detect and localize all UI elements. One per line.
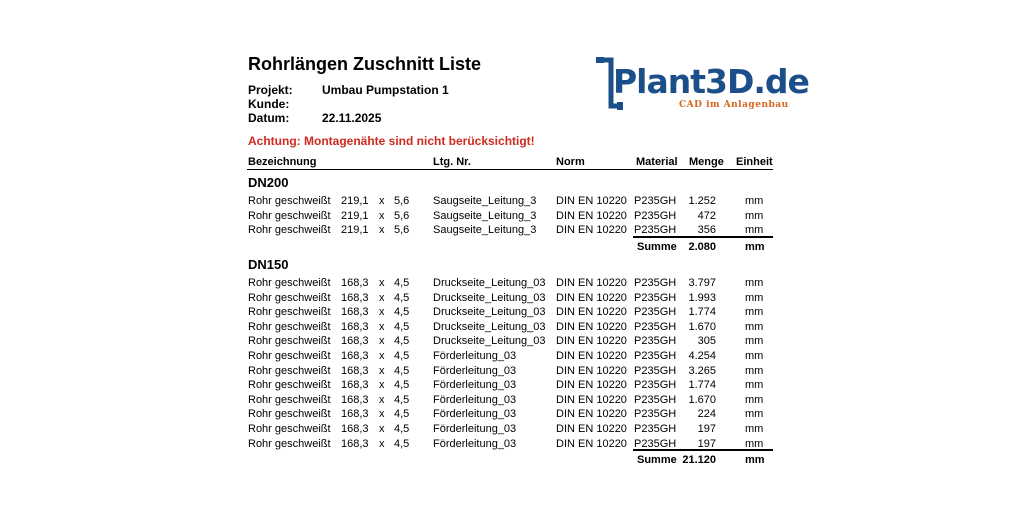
row-material: P235GH [634,335,677,348]
row-x-sign: x [379,350,385,362]
row-length: 1.670 [688,393,716,406]
row-description: Rohr geschweißt [248,209,331,222]
sum-value: 21.120 [682,454,716,467]
row-wall-thickness: 4,5 [394,423,410,435]
row-material: P235GH [634,306,677,319]
row-x-sign: x [379,277,385,289]
logo-wordmark: Plant3D.de [613,62,809,101]
row-material: P235GH [634,209,677,222]
row-x-sign: x [379,393,385,406]
row-unit: mm [745,195,764,207]
sum-unit: mm [745,454,765,467]
row-line-number: Saugseite_Leitung_3 [433,224,537,237]
row-norm: DIN EN 10220 [556,408,627,421]
row-length: 197 [697,437,716,450]
row-x-sign: x [379,306,385,319]
row-description: Rohr geschweißt [248,393,331,406]
row-description: Rohr geschweißt [248,291,331,304]
row-norm: DIN EN 10220 [556,306,627,319]
row-material: P235GH [634,224,677,237]
table-row [0,277,1024,291]
group-title: DN200 [248,175,289,190]
row-unit: mm [745,423,764,435]
row-unit: mm [745,379,764,392]
row-length: 305 [697,335,716,348]
row-wall-thickness: 4,5 [394,291,410,304]
row-x-sign: x [379,224,385,237]
header-material: Material [636,156,678,168]
row-description: Rohr geschweißt [248,320,331,333]
row-line-number: Förderleitung_03 [433,423,517,435]
row-wall-thickness: 4,5 [394,393,410,406]
row-wall-thickness: 4,5 [394,277,410,289]
row-diameter: 168,3 [341,335,369,348]
row-x-sign: x [379,423,385,435]
row-diameter: 219,1 [341,224,369,237]
row-x-sign: x [379,408,385,421]
row-unit: mm [745,364,764,377]
row-x-sign: x [379,209,385,222]
meta-value-datum: 22.11.2025 [322,111,382,125]
table-row [0,306,1024,320]
row-length: 197 [697,423,716,435]
row-length: 1.252 [688,195,716,207]
row-description: Rohr geschweißt [248,195,331,207]
row-line-number: Förderleitung_03 [433,350,517,362]
row-material: P235GH [634,408,677,421]
row-unit: mm [745,277,764,289]
row-x-sign: x [379,437,385,450]
row-wall-thickness: 5,6 [394,224,410,237]
row-x-sign: x [379,335,385,348]
sum-rule [633,236,773,238]
row-length: 224 [697,408,716,421]
sum-rule [633,449,773,451]
row-norm: DIN EN 10220 [556,277,627,289]
row-norm: DIN EN 10220 [556,350,627,362]
row-length: 1.774 [688,306,716,319]
row-material: P235GH [634,277,677,289]
row-x-sign: x [379,291,385,304]
table-row [0,335,1024,349]
row-x-sign: x [379,320,385,333]
row-description: Rohr geschweißt [248,423,331,435]
row-wall-thickness: 4,5 [394,306,410,319]
row-description: Rohr geschweißt [248,306,331,319]
row-description: Rohr geschweißt [248,350,331,362]
row-line-number: Druckseite_Leitung_03 [433,320,546,333]
header-ltg-nr: Ltg. Nr. [433,156,471,168]
row-line-number: Förderleitung_03 [433,364,517,377]
row-material: P235GH [634,320,677,333]
table-row [0,423,1024,437]
row-line-number: Druckseite_Leitung_03 [433,277,546,289]
row-unit: mm [745,320,764,333]
table-row [0,195,1024,209]
table-row [0,394,1024,408]
row-diameter: 219,1 [341,195,369,207]
header-einheit: Einheit [736,156,773,168]
row-diameter: 168,3 [341,291,369,304]
row-diameter: 168,3 [341,364,369,377]
row-material: P235GH [634,291,677,304]
row-material: P235GH [634,393,677,406]
row-description: Rohr geschweißt [248,364,331,377]
row-length: 472 [697,209,716,222]
row-material: P235GH [634,379,677,392]
row-norm: DIN EN 10220 [556,437,627,450]
row-unit: mm [745,408,764,421]
row-diameter: 168,3 [341,306,369,319]
row-wall-thickness: 5,6 [394,195,410,207]
table-row [0,438,1024,452]
row-length: 1.774 [688,379,716,392]
row-diameter: 168,3 [341,393,369,406]
row-norm: DIN EN 10220 [556,224,627,237]
header-norm: Norm [556,156,585,168]
row-line-number: Förderleitung_03 [433,437,517,450]
meta-label-projekt: Projekt: [248,83,293,97]
row-diameter: 168,3 [341,423,369,435]
row-length: 356 [697,224,716,237]
row-wall-thickness: 4,5 [394,350,410,362]
header-bezeichnung: Bezeichnung [248,156,317,168]
row-norm: DIN EN 10220 [556,320,627,333]
row-material: P235GH [634,364,677,377]
row-norm: DIN EN 10220 [556,209,627,222]
meta-value-projekt: Umbau Pumpstation 1 [322,83,449,97]
row-line-number: Druckseite_Leitung_03 [433,291,546,304]
page-title: Rohrlängen Zuschnitt Liste [248,54,482,74]
sum-label: Summe [637,454,677,467]
row-unit: mm [745,335,764,348]
row-unit: mm [745,306,764,319]
row-norm: DIN EN 10220 [556,364,627,377]
row-norm: DIN EN 10220 [556,423,627,435]
sum-unit: mm [745,240,765,253]
logo-tagline: CAD im Anlagenbau [679,100,789,110]
row-x-sign: x [379,195,385,207]
row-norm: DIN EN 10220 [556,195,627,207]
row-description: Rohr geschweißt [248,335,331,348]
row-description: Rohr geschweißt [248,224,331,237]
row-x-sign: x [379,364,385,377]
row-material: P235GH [634,195,677,207]
sum-value: 2.080 [688,240,716,253]
row-length: 4.254 [688,350,716,362]
row-description: Rohr geschweißt [248,437,331,450]
row-line-number: Druckseite_Leitung_03 [433,306,546,319]
table-row [0,365,1024,379]
row-unit: mm [745,291,764,304]
row-wall-thickness: 4,5 [394,408,410,421]
row-norm: DIN EN 10220 [556,379,627,392]
table-row [0,408,1024,422]
row-unit: mm [745,209,764,222]
row-diameter: 168,3 [341,350,369,362]
row-description: Rohr geschweißt [248,277,331,289]
row-wall-thickness: 4,5 [394,320,410,333]
row-line-number: Förderleitung_03 [433,408,517,421]
row-norm: DIN EN 10220 [556,291,627,304]
row-length: 3.797 [688,277,716,289]
row-line-number: Saugseite_Leitung_3 [433,195,537,207]
row-unit: mm [745,437,764,450]
table-row [0,224,1024,238]
row-unit: mm [745,350,764,362]
table-row [0,379,1024,393]
row-length: 3.265 [688,364,716,377]
table-row [0,350,1024,364]
row-description: Rohr geschweißt [248,408,331,421]
row-unit: mm [745,393,764,406]
meta-label-kunde: Kunde: [248,97,290,111]
row-x-sign: x [379,379,385,392]
row-unit: mm [745,224,764,237]
row-material: P235GH [634,423,677,435]
sum-label: Summe [637,240,677,253]
row-material: P235GH [634,437,677,450]
row-material: P235GH [634,350,677,362]
row-description: Rohr geschweißt [248,379,331,392]
row-line-number: Förderleitung_03 [433,393,517,406]
row-diameter: 168,3 [341,277,369,289]
row-length: 1.670 [688,320,716,333]
row-line-number: Förderleitung_03 [433,379,517,392]
row-wall-thickness: 4,5 [394,379,410,392]
row-diameter: 219,1 [341,209,369,222]
table-row [0,210,1024,224]
row-line-number: Druckseite_Leitung_03 [433,335,546,348]
row-diameter: 168,3 [341,379,369,392]
warning-text: Achtung: Montagenähte sind nicht berücksichtigt! [248,134,535,148]
row-wall-thickness: 4,5 [394,364,410,377]
group-title: DN150 [248,257,289,272]
row-diameter: 168,3 [341,408,369,421]
header-rule [247,169,773,170]
row-wall-thickness: 5,6 [394,209,410,222]
row-diameter: 168,3 [341,320,369,333]
row-norm: DIN EN 10220 [556,393,627,406]
company-logo [595,56,809,112]
row-diameter: 168,3 [341,437,369,450]
header-menge: Menge [689,156,724,168]
row-length: 1.993 [688,291,716,304]
table-row [0,292,1024,306]
row-wall-thickness: 4,5 [394,437,410,450]
row-norm: DIN EN 10220 [556,335,627,348]
row-line-number: Saugseite_Leitung_3 [433,209,537,222]
table-row [0,321,1024,335]
row-wall-thickness: 4,5 [394,335,410,348]
meta-label-datum: Datum: [248,111,290,125]
